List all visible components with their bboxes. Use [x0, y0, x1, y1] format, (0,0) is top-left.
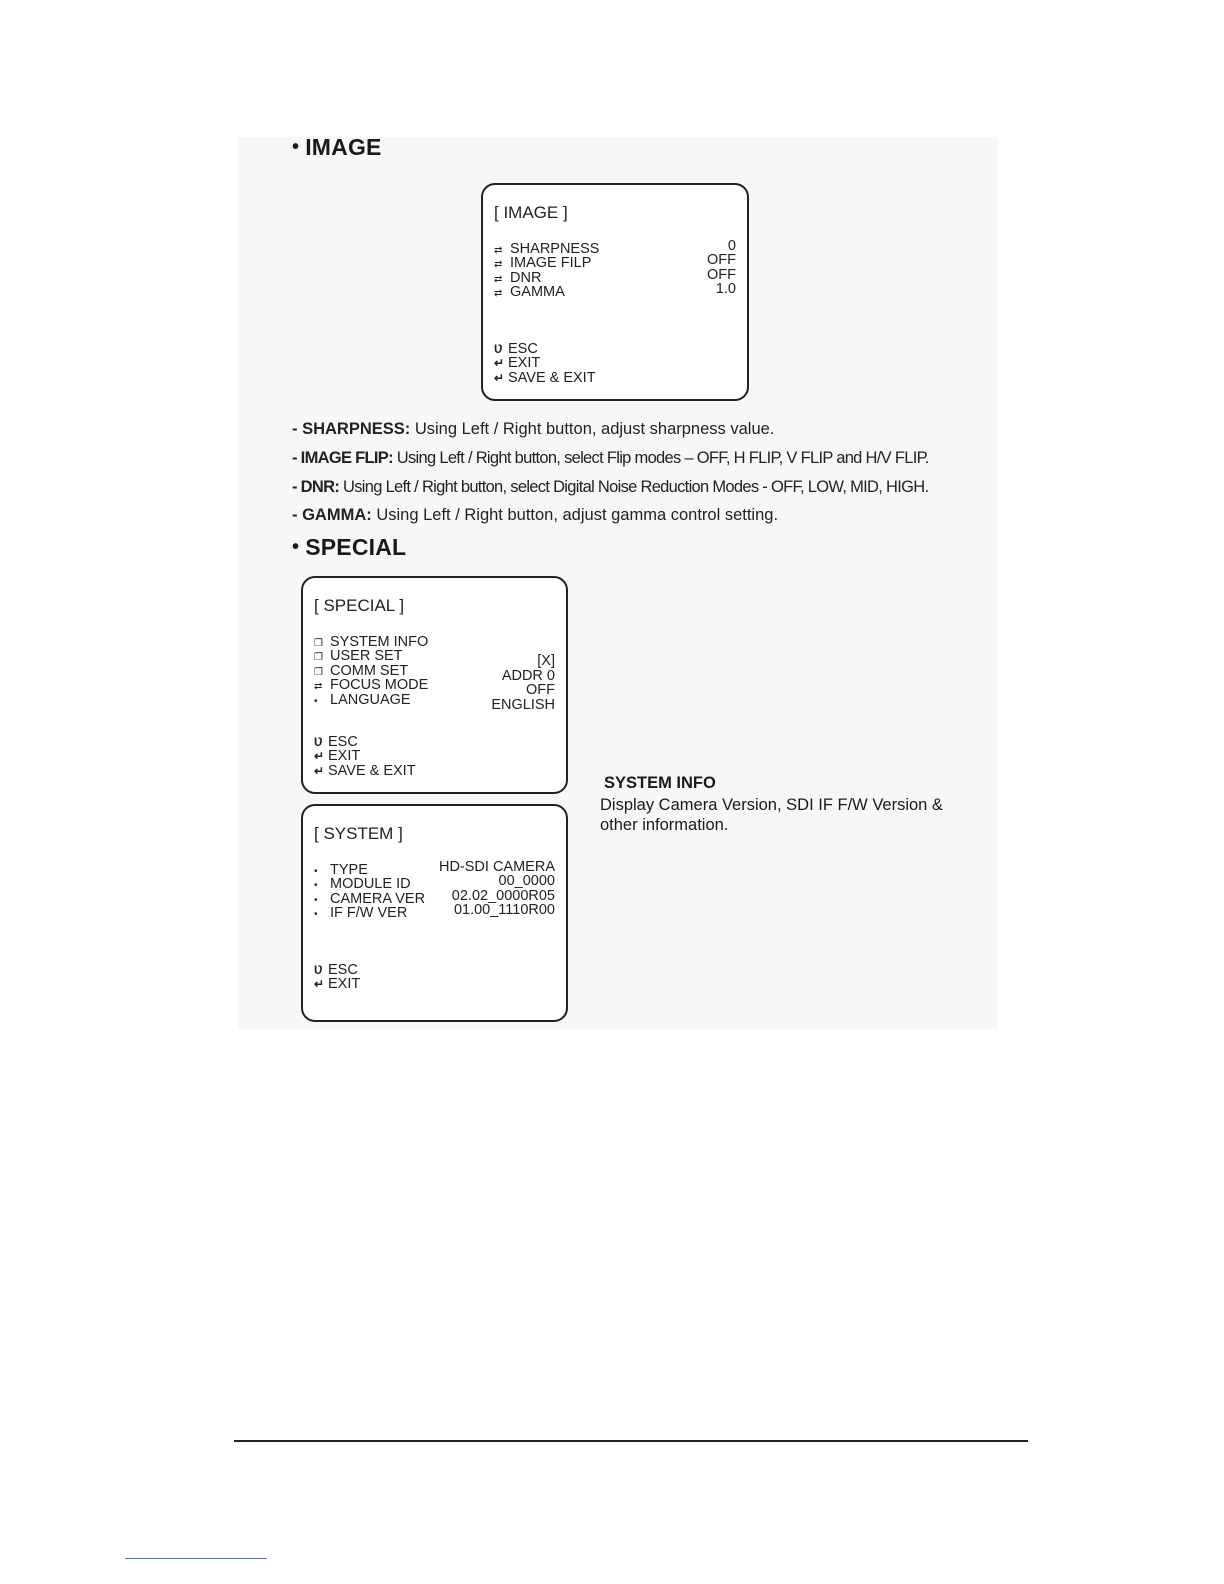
system-info-body: Display Camera Version, SDI IF F/W Version & other information. — [600, 796, 943, 834]
menu-item-label: GAMMA — [510, 284, 565, 300]
section-bullet: • — [292, 536, 300, 558]
esc-icon: Ʋ — [314, 735, 323, 749]
menu-item-value: OFF — [707, 252, 736, 268]
menu-item-label: IF F/W VER — [330, 905, 408, 921]
menu-title: [ SPECIAL ] — [314, 596, 405, 615]
bullet-icon: • — [314, 696, 318, 707]
desc-term: - SHARPNESS: — [292, 420, 411, 438]
desc-text: Using Left / Right button, select Digital Noise Reduction Modes - OFF, LOW, MID, HIGH. — [339, 478, 929, 496]
section-title-text: SPECIAL — [305, 534, 407, 560]
menu-item-label: CAMERA VER — [330, 891, 426, 907]
submenu-icon: ❐ — [314, 652, 323, 663]
enter-icon: ↵ — [314, 764, 325, 778]
bullet-icon: • — [314, 909, 318, 920]
enter-icon: ↵ — [494, 356, 505, 370]
menu-item-value: [X] — [537, 653, 555, 669]
desc-term: - IMAGE FLIP: — [292, 449, 393, 467]
menu-exit[interactable] — [314, 977, 360, 992]
arrows-icon: ⇄ — [494, 288, 503, 299]
menu-item-language[interactable] — [314, 692, 555, 713]
menu-exit-label: EXIT — [328, 748, 361, 764]
desc-sharpness — [292, 420, 774, 439]
desc-term: - DNR: — [292, 478, 340, 496]
menu-item-image-flip[interactable] — [494, 252, 736, 271]
enter-icon: ↵ — [314, 977, 325, 991]
menu-item-gamma[interactable] — [494, 281, 736, 300]
esc-icon: Ʋ — [314, 963, 323, 977]
menu-exit-label: EXIT — [508, 355, 541, 371]
menu-item-value: OFF — [707, 267, 736, 283]
enter-icon: ↵ — [494, 371, 505, 385]
link-underline — [125, 1558, 267, 1559]
system-info-heading: SYSTEM INFO — [604, 774, 716, 792]
menu-item-label: LANGUAGE — [330, 692, 411, 708]
menu-item-value: 0 — [727, 238, 736, 254]
menu-item-value: HD-SDI CAMERA — [438, 859, 555, 875]
menu-save-exit-label: SAVE & EXIT — [328, 763, 416, 779]
menu-exit-label: EXIT — [328, 976, 361, 992]
menu-item-user-set[interactable] — [314, 648, 555, 669]
section-bullet: • — [292, 136, 300, 158]
menu-item-value: ADDR 0 — [501, 668, 555, 684]
menu-item-if-fw-ver — [314, 902, 555, 921]
menu-item-label: SYSTEM INFO — [330, 634, 429, 650]
bullet-icon: • — [314, 866, 318, 877]
desc-text: Using Left / Right button, adjust gamma control setting. — [371, 506, 779, 524]
menu-esc-label: ESC — [508, 341, 538, 357]
menu-exit[interactable] — [494, 356, 540, 371]
menu-save-exit[interactable] — [494, 371, 596, 386]
menu-item-label: IMAGE FILP — [510, 255, 592, 271]
system-menu-box — [301, 804, 568, 1022]
bullet-icon: • — [314, 895, 318, 906]
menu-save-exit[interactable] — [314, 764, 416, 779]
section-title-special — [292, 534, 406, 561]
menu-esc-label: ESC — [328, 734, 358, 750]
arrows-icon: ⇄ — [494, 245, 503, 256]
menu-item-label: USER SET — [330, 648, 403, 664]
menu-item-value: 02.02_0000R05 — [451, 888, 555, 904]
desc-term: - GAMMA: — [292, 506, 372, 524]
submenu-icon: ❐ — [314, 638, 323, 649]
desc-dnr — [292, 478, 928, 497]
menu-save-exit-label: SAVE & EXIT — [508, 370, 596, 386]
menu-title: [ SYSTEM ] — [314, 824, 403, 843]
menu-item-label: COMM SET — [330, 663, 409, 679]
menu-esc-label: ESC — [328, 962, 358, 978]
desc-text: Using Left / Right button, select Flip modes – OFF, H FLIP, V FLIP and H/V FLIP. — [392, 449, 929, 467]
section-title-image — [292, 134, 382, 161]
menu-item-label: MODULE ID — [330, 876, 411, 892]
bullet-icon: • — [314, 880, 318, 891]
menu-item-value: ENGLISH — [491, 697, 555, 713]
image-menu-box — [481, 183, 749, 401]
special-menu-box — [301, 576, 568, 794]
arrows-icon: ⇄ — [494, 259, 503, 270]
menu-item-label: DNR — [510, 270, 542, 286]
desc-text: Using Left / Right button, adjust sharpness value. — [410, 420, 775, 438]
menu-exit[interactable] — [314, 749, 360, 764]
menu-item-label: SHARPNESS — [510, 241, 600, 257]
section-title-text: IMAGE — [305, 134, 382, 160]
menu-item-value: OFF — [526, 682, 555, 698]
desc-gamma — [292, 506, 778, 525]
enter-icon: ↵ — [314, 749, 325, 763]
menu-title: [ IMAGE ] — [494, 203, 568, 222]
menu-item-label: FOCUS MODE — [330, 677, 429, 693]
menu-item-value: 1.0 — [715, 281, 736, 297]
menu-item-value: 00_0000 — [498, 873, 555, 889]
esc-icon: Ʋ — [494, 342, 503, 356]
menu-item-label: TYPE — [330, 862, 368, 878]
arrows-icon: ⇄ — [494, 274, 503, 285]
menu-item-value: 01.00_1110R00 — [453, 902, 555, 918]
footer-divider — [234, 1440, 1028, 1442]
submenu-icon: ❐ — [314, 667, 323, 678]
menu-item-focus-mode[interactable] — [314, 677, 555, 698]
desc-image-flip — [292, 449, 929, 468]
arrows-icon: ⇄ — [314, 681, 323, 692]
